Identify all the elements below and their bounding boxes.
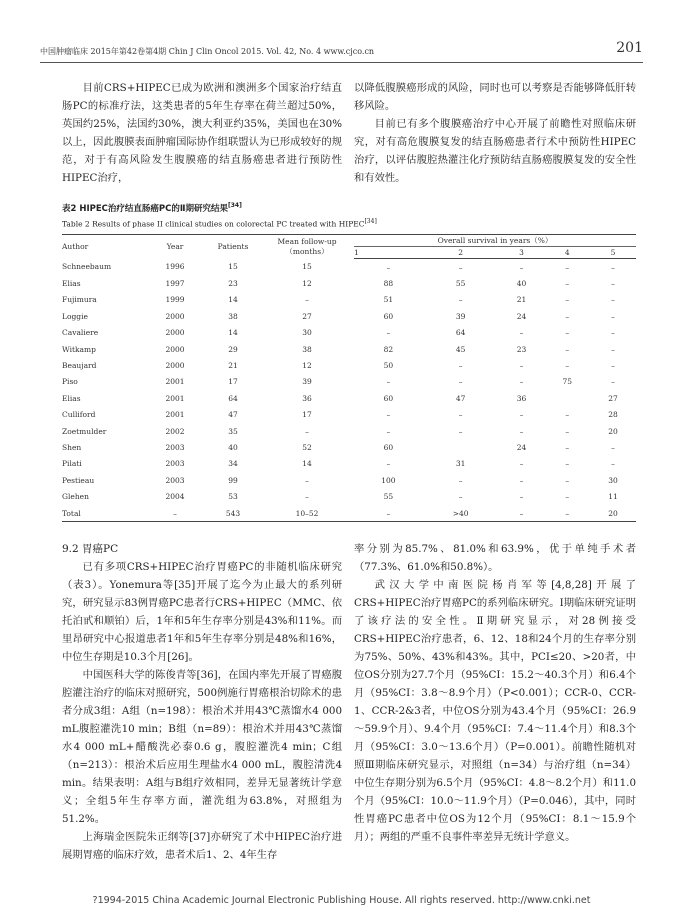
table-cell: Cavaliere [62, 328, 99, 338]
table-row [62, 275, 636, 291]
table-cell: – [519, 262, 524, 272]
table-cell: – [565, 295, 570, 305]
table-cell: – [565, 344, 570, 354]
table-cell: 30 [608, 475, 618, 485]
table-cell: – [499, 505, 545, 522]
table-cell: – [305, 475, 309, 485]
table-cell: 27 [608, 393, 618, 403]
table-cell: Loggie [62, 311, 88, 321]
paragraph: 武汉大学中南医院杨肖军等[4,8,28]开展了CRS+HIPEC治疗胃癌PC的系列临床研究。Ⅰ期临床研究证明了该疗法的安全性。Ⅱ期研究显示，对28例接受CRS+HIPEC治疗患者，6、12、18和24个月的生存率分别为75%、50%、43%和43%。其中，PCI≤20、>20者，中位OS分别为27.7个月（95%CI：15.2～40.3个月）和6.4个月（95%CI：3.8～8.9个月）（P<0.001）；CCR-0、CCR-1、CCR-2&3者，中位OS分别为43.4个月（95%CI：26.9～59.9个月）、9.4个月（95%CI：7.4～11.4个月）和8.3个月（95%CI：3.0～13.6个月）（P=0.001）。前瞻性随机对照Ⅲ期临床研究显示，对照组（n=34）与治疗组（n=34）中位生存期分别为6.5个月（95%CI：4.8～8.2个月）和11.0个月（95%CI：10.0～11.9个月）（P=0.046），其中，同时性胃癌PC患者中位OS为12个月（95%CI：8.1～15.9个月）；两组的严重不良事件率差异无统计学意义。 [354, 579, 636, 843]
table-cell: 2000 [165, 328, 185, 338]
table-cell: 2000 [165, 311, 185, 321]
table-cell: – [519, 475, 524, 485]
table-cell: 24 [516, 311, 527, 321]
header-year-4: 4 [544, 247, 590, 259]
table-cell: 55 [455, 279, 466, 289]
table-cell: 64 [455, 328, 466, 338]
table-cell: 47 [228, 410, 238, 420]
table-cell: – [565, 311, 570, 321]
table-cell: – [386, 377, 391, 387]
table-cell: 15 [302, 262, 312, 272]
table-cell: Fujimura [62, 295, 97, 305]
bottom-left-column [62, 540, 342, 864]
table-cell: 1997 [165, 279, 185, 289]
table-cell: – [611, 279, 615, 289]
table-cell: 40 [516, 279, 527, 289]
header-overall-survival: Overall survival in years（%） [354, 235, 636, 247]
table-cell: 12 [302, 361, 312, 371]
table-cell: – [565, 475, 570, 485]
journal-info: 中国肿瘤临床 2015年第42卷第4期 Chin J Clin Oncol 2015. Vol. 42, No. 4 www.cjco.cn [40, 47, 375, 56]
table-cell: 15 [228, 262, 238, 272]
paragraph: 中国医科大学的陈俊青等[36]，在国内率先开展了胃癌腹腔灌注治疗的临床对照研究，500例施行胃癌根治切除术的患者分成3组：A组（n=198）：根治术并用43℃蒸馏水4 000 mL腹腔灌洗10 min；B组（n=89）：根治术并用43℃蒸馏水4 000 mL+醋酸洗必泰0.6 g，腹腔灌洗4 min；C组（n=213）：根治术后应用生理盐水4 000 mL，腹腔清洗4 min。结果表明：A组与B组疗效相同，差异无显著统计学意义；全组5年生存率方面，灌洗组为63.8%，对照组为51.2%。 [62, 669, 342, 825]
table-cell: Zoetmulder [62, 426, 107, 436]
table-cell: Schneebaum [62, 262, 112, 272]
table-cell: – [386, 262, 391, 272]
table-cell: 88 [383, 279, 394, 289]
table-cell: – [519, 459, 524, 469]
results-table [62, 234, 636, 522]
header-year-2: 2 [423, 247, 499, 259]
table-cell: Elias [62, 393, 81, 403]
copyright-footer: ?1994-2015 China Academic Journal Electronic Publishing House. All rights reserved. http://www.cnki.net [92, 895, 591, 906]
table-row [62, 308, 636, 324]
table-cell: 82 [383, 344, 394, 354]
citation: [34] [228, 202, 242, 210]
table-cell: Total [62, 505, 144, 522]
table-cell: – [458, 361, 463, 371]
table-cell: – [458, 475, 463, 485]
table-cell: – [565, 328, 570, 338]
header-author: Author [62, 235, 144, 259]
table-cell: – [458, 410, 463, 420]
table-cell: 2001 [165, 377, 185, 387]
table-cell: 36 [516, 393, 527, 403]
table-cell: 38 [302, 344, 312, 354]
table-cell: – [611, 459, 615, 469]
paragraph: 目前CRS+HIPEC已成为欧洲和澳洲多个国家治疗结直肠PC的标准疗法，这类患者的5年生存率在荷兰超过50%，英国约25%，法国约30%，澳大利亚约35%，美国也在30%以上，因此腹膜表面肿瘤国际协作组联盟认为已形成较好的规范，对于有高风险发生腹膜癌的结直肠癌患者进行预防性HIPEC治疗， [62, 82, 342, 184]
table-cell: – [611, 328, 615, 338]
table-cell: 31 [455, 459, 466, 469]
table-cell: 47 [455, 393, 466, 403]
table-cell: – [565, 410, 570, 420]
table-cell: – [565, 492, 570, 502]
table-cell: – [458, 262, 463, 272]
table-caption-en: Table 2 Results of phase II clinical studies on colorectal PC treated with HIPEC[34] [62, 218, 377, 229]
table-cell: 2003 [165, 442, 185, 452]
table-row [62, 357, 636, 373]
table-cell: 2002 [165, 426, 185, 436]
table-cell: 12 [302, 279, 312, 289]
table-cell: Witkamp [62, 344, 96, 354]
table-cell: 36 [302, 393, 312, 403]
table-cell: 28 [608, 410, 618, 420]
table-cell: – [386, 328, 391, 338]
table-cell: 2003 [165, 459, 185, 469]
table-cell: 39 [455, 311, 466, 321]
header-rule [40, 62, 643, 63]
table-cell: 38 [228, 311, 238, 321]
table-cell: 40 [228, 442, 238, 452]
table-cell: 60 [383, 393, 394, 403]
table-cell: 1999 [165, 295, 185, 305]
table-cell: – [611, 377, 615, 387]
table-cell [544, 390, 590, 406]
table-cell: – [519, 361, 524, 371]
paragraph: 以降低腹膜癌形成的风险，同时也可以考察是否能够降低肝转移风险。 [354, 82, 636, 112]
table-cell: 64 [228, 393, 238, 403]
section-title: 9.2 胃癌PC [62, 543, 119, 555]
table-cell: – [458, 492, 463, 502]
table-row [62, 407, 636, 423]
table-row [62, 439, 636, 455]
table-cell: 60 [383, 311, 394, 321]
table-cell: Pestieau [62, 475, 95, 485]
table-cell: – [354, 505, 423, 522]
table-cell: 100 [381, 475, 396, 485]
table-cell: – [565, 279, 570, 289]
table-caption-cn: 表2 HIPEC治疗结直肠癌PC的Ⅱ期研究结果[34] [62, 202, 242, 214]
table-cell: – [611, 361, 615, 371]
table-cell: – [458, 426, 463, 436]
table-cell: 45 [455, 344, 466, 354]
table-cell: – [386, 426, 391, 436]
header-year-3: 3 [499, 247, 545, 259]
table-cell: – [305, 426, 309, 436]
table-cell: – [611, 295, 615, 305]
table-cell: – [458, 377, 463, 387]
table-cell: 1996 [165, 262, 185, 272]
table-cell: – [458, 295, 463, 305]
table-cell: 23 [516, 344, 527, 354]
table-cell: – [519, 410, 524, 420]
table-cell: 21 [228, 361, 238, 371]
table-cell: 52 [302, 442, 312, 452]
table-cell: Pilati [62, 459, 82, 469]
table-cell: 50 [383, 361, 394, 371]
table-cell: – [565, 361, 570, 371]
paragraph: 上海瑞金医院朱正纲等[37]亦研究了术中HIPEC治疗进展期胃癌的临床疗效，患者术后1、2、4年生存 [62, 831, 342, 861]
table-row [62, 456, 636, 472]
paragraph: 已有多项CRS+HIPEC治疗胃癌PC的非随机临床研究（表3）。Yonemura等[35]开展了迄今为止最大的系列研究，研究显示83例胃癌PC患者行CRS+HIPEC（MMC、依托泊甙和顺铂）后，1年和5年生存率分别是43%和11%。而里昂研究中心报道患者1年和5年生存率分别是48%和16%，中位生存期是10.3个月[26]。 [62, 561, 342, 663]
table-cell: – [611, 311, 615, 321]
table-row [62, 472, 636, 488]
table-cell: 2001 [165, 410, 185, 420]
table-cell: – [565, 426, 570, 436]
table-cell: 11 [608, 492, 618, 502]
table-cell: 27 [302, 311, 312, 321]
paragraph: 率分别为85.7%、81.0%和63.9%，优于单纯手术者（77.3%、61.0%和50.8%）。 [354, 543, 636, 573]
table-cell: 17 [228, 377, 238, 387]
table-cell: 35 [228, 426, 238, 436]
table-cell: 39 [302, 377, 312, 387]
bottom-right-column [354, 540, 636, 846]
table-cell: 2004 [165, 492, 185, 502]
table-cell: – [519, 426, 524, 436]
page-number: 201 [616, 40, 643, 56]
table-cell: Elias [62, 279, 81, 289]
table-cell: – [519, 328, 524, 338]
top-right-column [354, 79, 636, 187]
top-left-column [62, 79, 342, 187]
table-cell: Glehen [62, 492, 89, 502]
table-row [62, 390, 636, 406]
table-cell: 55 [383, 492, 394, 502]
table-cell: 14 [228, 328, 238, 338]
table-cell: – [144, 505, 206, 522]
table-cell: 29 [228, 344, 238, 354]
table-cell: 30 [302, 328, 312, 338]
table-cell: – [386, 410, 391, 420]
header-year-1: 1 [354, 247, 423, 259]
table-cell: 20 [608, 426, 618, 436]
header-year-5: 5 [590, 247, 636, 259]
header-patients: Patients [206, 235, 260, 259]
table-cell: Shen [62, 442, 82, 452]
table-cell: 14 [302, 459, 312, 469]
table-cell: – [565, 262, 570, 272]
table-cell: – [544, 505, 590, 522]
table-cell: 2003 [165, 475, 185, 485]
table-cell: 14 [228, 295, 238, 305]
header-year: Year [144, 235, 206, 259]
table-cell: 53 [228, 492, 238, 502]
table-cell: 60 [383, 442, 394, 452]
table-cell: 21 [516, 295, 527, 305]
table-cell: – [386, 459, 391, 469]
table-row [62, 374, 636, 390]
table-cell: 10–52 [260, 505, 354, 522]
table-cell: – [519, 377, 524, 387]
table-cell: – [305, 492, 309, 502]
table-cell: 17 [302, 410, 312, 420]
table-cell: Beaujard [62, 361, 97, 371]
table-cell: – [519, 492, 524, 502]
table-cell: Piso [62, 377, 78, 387]
table-cell: 75 [562, 377, 572, 387]
table-cell: – [565, 442, 570, 452]
table-cell: 2000 [165, 344, 185, 354]
table-cell: – [611, 344, 615, 354]
citation: [34] [364, 218, 377, 225]
table-cell: 99 [228, 475, 238, 485]
paragraph: 目前已有多个腹膜癌治疗中心开展了前瞻性对照临床研究，对有高危腹膜复发的结直肠癌患者行术中预防性HIPEC治疗，以评估腹腔热灌注化疗预防结直肠癌腹膜复发的安全性和有效性。 [354, 118, 636, 184]
table-cell: Culliford [62, 410, 96, 420]
table-row [62, 259, 636, 276]
table-row [62, 423, 636, 439]
table-cell [423, 439, 499, 455]
header-followup: Mean follow-up（months） [260, 235, 354, 259]
table-row [62, 292, 636, 308]
table-cell: – [611, 442, 615, 452]
table-cell: 2000 [165, 361, 185, 371]
table-row [62, 325, 636, 341]
table-cell: 2001 [165, 393, 185, 403]
table-row [62, 341, 636, 357]
table-cell: 24 [516, 442, 527, 452]
table-cell: 23 [228, 279, 238, 289]
table-cell: – [305, 295, 309, 305]
table-cell: 51 [383, 295, 394, 305]
table-cell: – [611, 262, 615, 272]
table-row [62, 488, 636, 504]
table-cell: 543 [206, 505, 260, 522]
table-row [62, 505, 636, 522]
table-cell: – [565, 459, 570, 469]
table-cell: 34 [228, 459, 238, 469]
table-cell: >40 [423, 505, 499, 522]
table-cell: 20 [590, 505, 636, 522]
page-header [40, 40, 643, 58]
